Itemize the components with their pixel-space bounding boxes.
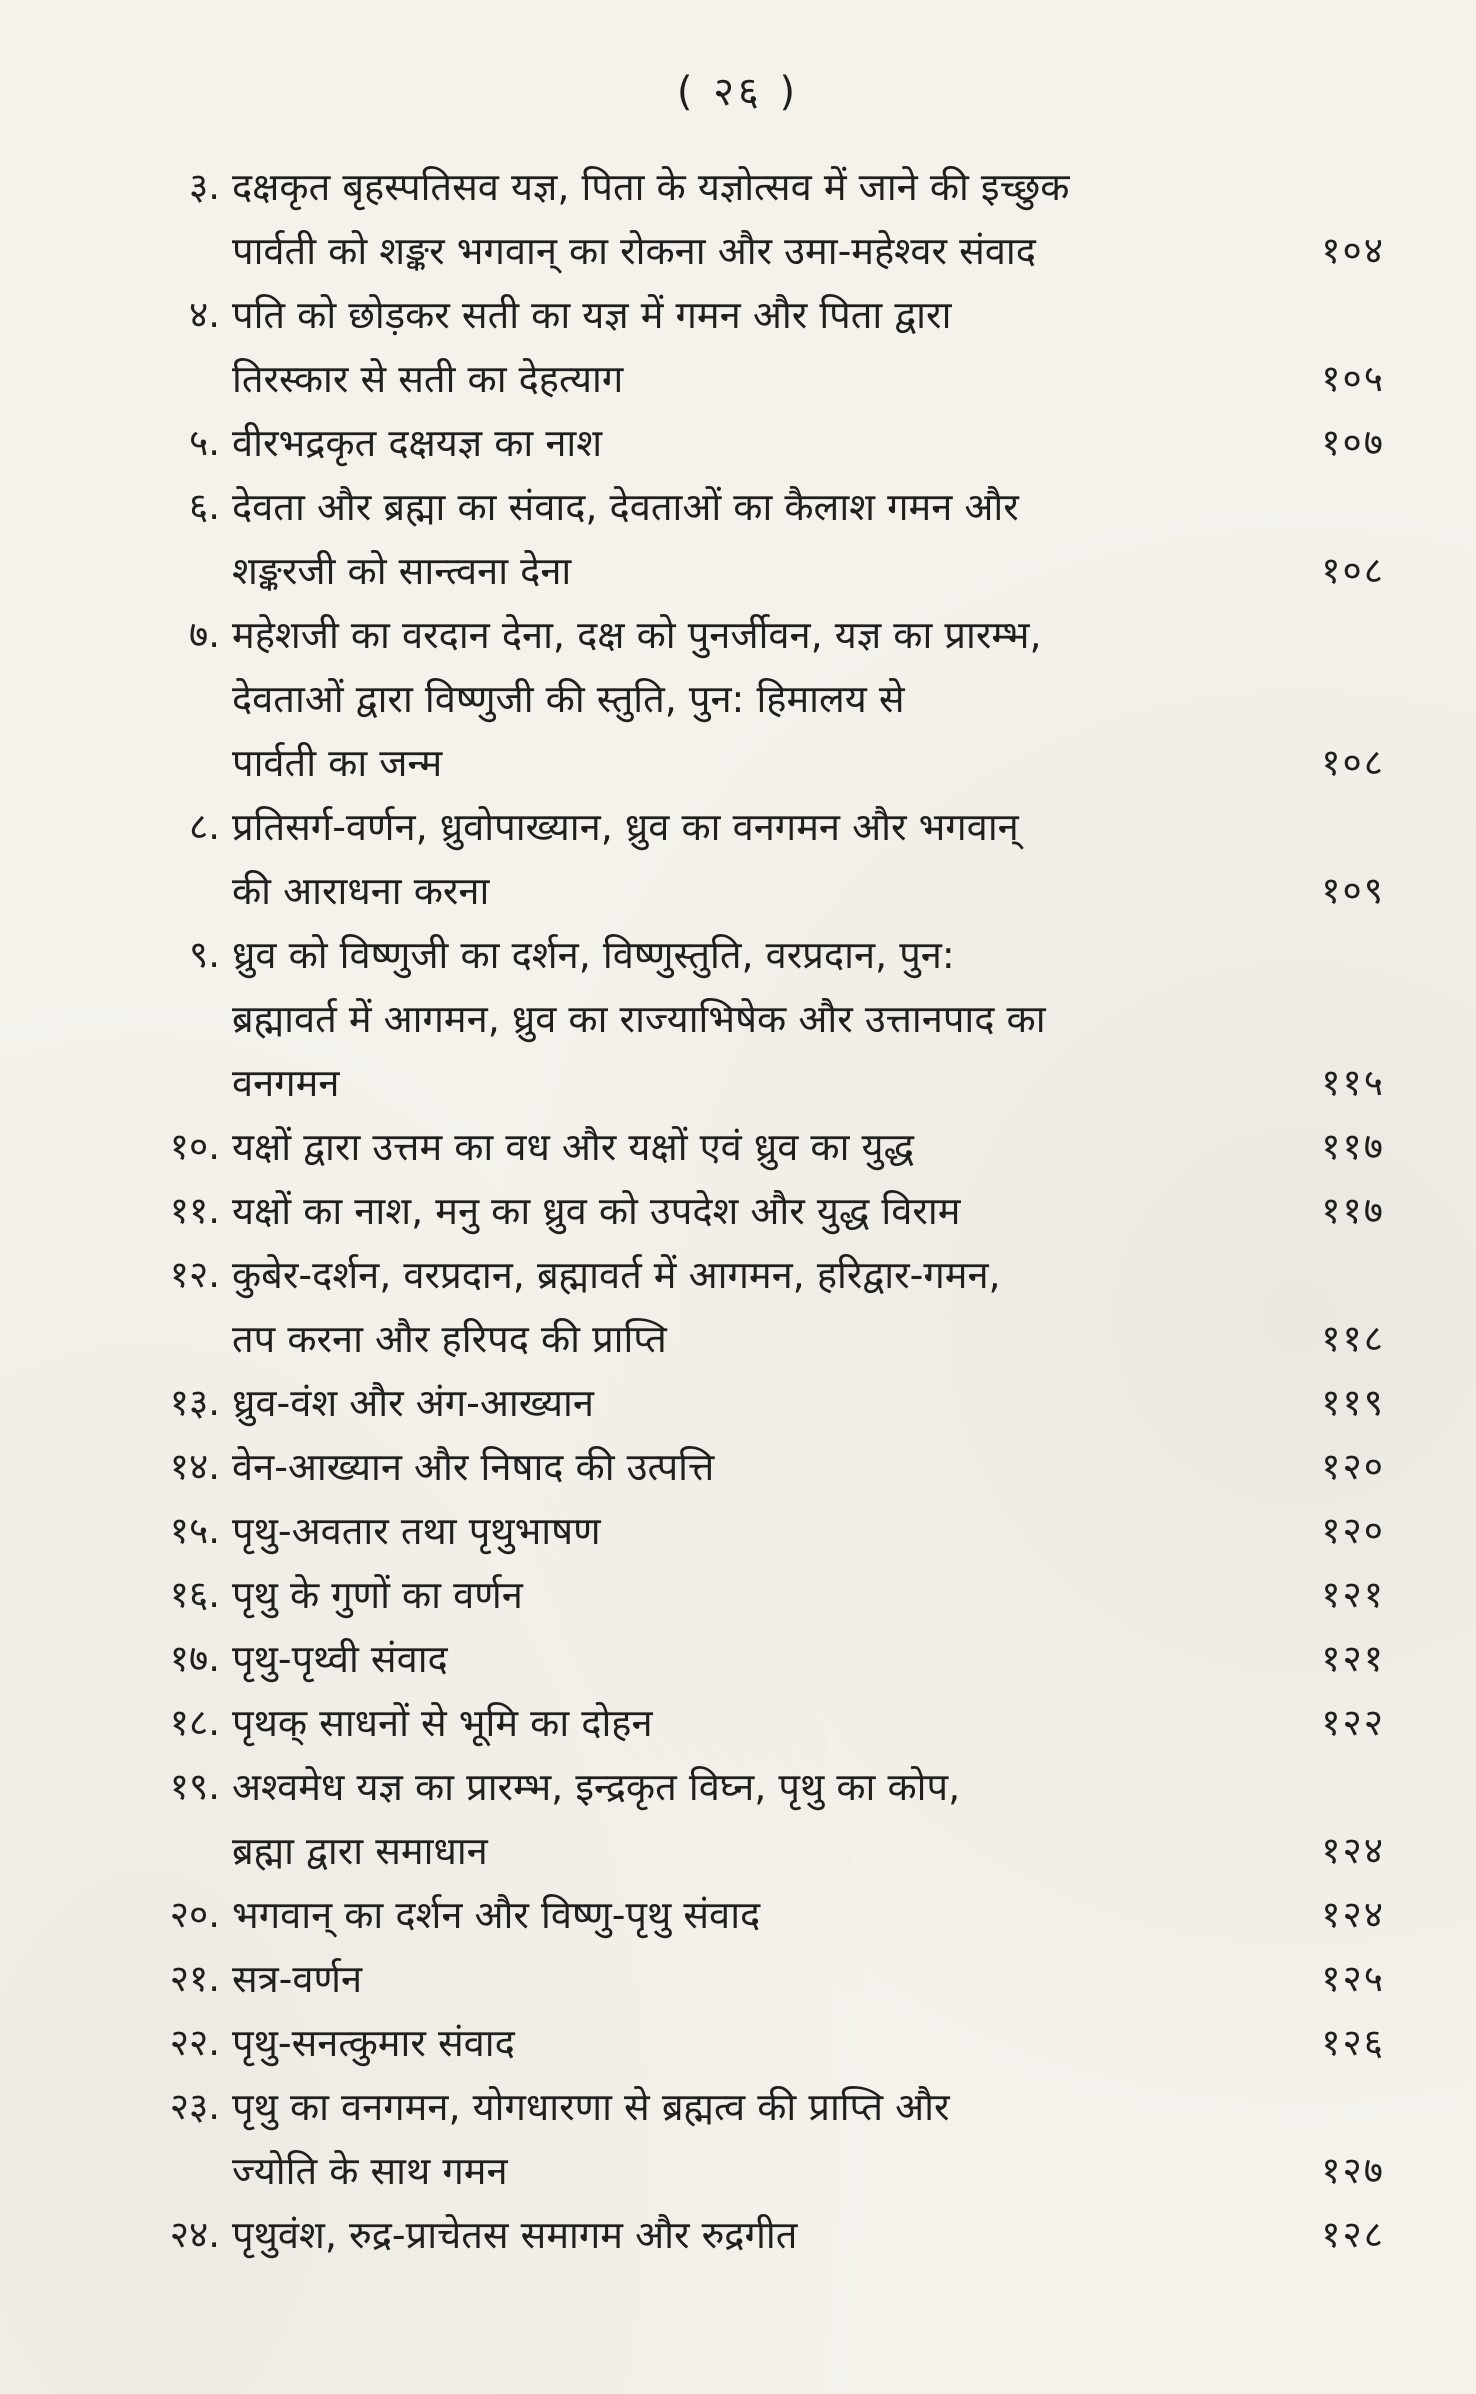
entry-page-number: ११५ xyxy=(1321,1061,1385,1104)
entry-title xyxy=(220,795,1385,923)
entry-title-line: की आराधना करना xyxy=(232,869,490,913)
entry-title xyxy=(220,1371,1385,1435)
entry-title xyxy=(220,2203,1385,2267)
entry-page-number: १२१ xyxy=(1321,1573,1385,1616)
entry-title xyxy=(220,1947,1385,2011)
toc-entry xyxy=(160,1563,1385,1627)
entry-title-line: भगवान् का दर्शन और विष्णु-पृथु संवाद xyxy=(232,1893,761,1937)
toc-entry xyxy=(160,1435,1385,1499)
entry-title-line: वनगमन xyxy=(232,1061,340,1105)
entry-title xyxy=(220,1179,1385,1243)
entry-title-line: ध्रुव को विष्णुजी का दर्शन, विष्णुस्तुति, वरप्रदान, पुन: xyxy=(232,933,955,977)
entry-title-line: देवता और ब्रह्मा का संवाद, देवताओं का कैलाश गमन और xyxy=(232,485,1019,529)
toc-entry xyxy=(160,283,1385,411)
entry-title-line: ब्रह्मावर्त में आगमन, ध्रुव का राज्याभिषेक और उत्तानपाद का xyxy=(232,997,1046,1041)
entry-title-line: पृथुवंश, रुद्र-प्राचेतस समागम और रुद्रगीत xyxy=(232,2213,798,2257)
entry-title xyxy=(220,1435,1385,1499)
entry-title-line: पार्वती का जन्म xyxy=(232,741,443,785)
entry-title-line: पृथु का वनगमन, योगधारणा से ब्रह्मत्व की प्राप्ति और xyxy=(232,2085,950,2129)
entry-title xyxy=(220,411,1385,475)
entry-title-line: यक्षों द्वारा उत्तम का वध और यक्षों एवं ध्रुव का युद्ध xyxy=(232,1125,914,1169)
entry-page-number: १२७ xyxy=(1321,2149,1385,2192)
entry-number: १८. xyxy=(169,1701,220,1744)
entry-title xyxy=(220,1627,1385,1691)
entry-title-line: सत्र-वर्णन xyxy=(232,1957,363,2001)
entry-page-number: १२४ xyxy=(1321,1829,1385,1872)
entry-number: ५. xyxy=(188,421,220,464)
entry-page-number: १२४ xyxy=(1321,1893,1385,1936)
toc-entry xyxy=(160,1755,1385,1883)
entry-page-number: १०९ xyxy=(1321,869,1385,912)
entry-number: ११. xyxy=(169,1189,220,1232)
entry-title xyxy=(220,283,1385,411)
entry-title-line: वीरभद्रकृत दक्षयज्ञ का नाश xyxy=(232,421,603,465)
entry-title-line: पृथु-सनत्कुमार संवाद xyxy=(232,2021,515,2065)
entry-title xyxy=(220,1243,1385,1371)
entry-title-line: पार्वती को शङ्कर भगवान् का रोकना और उमा-महेश्वर संवाद xyxy=(232,229,1036,273)
entry-title-line: दक्षकृत बृहस्पतिसव यज्ञ, पिता के यज्ञोत्सव में जाने की इच्छुक xyxy=(232,165,1070,209)
entry-page-number: ११८ xyxy=(1321,1317,1385,1360)
entry-page-number: ११७ xyxy=(1321,1189,1385,1232)
toc-entry xyxy=(160,1371,1385,1435)
entry-number: १९. xyxy=(169,1765,220,1808)
toc-entry xyxy=(160,1691,1385,1755)
entry-number: १०. xyxy=(169,1125,220,1168)
entry-page-number: १२० xyxy=(1321,1445,1385,1488)
entry-title xyxy=(220,1755,1385,1883)
entry-number: २३. xyxy=(169,2085,220,2128)
toc-entry xyxy=(160,1883,1385,1947)
page-number: ( २६ ) xyxy=(676,69,800,115)
toc-entry xyxy=(160,2203,1385,2267)
entry-title-line: प्रतिसर्ग-वर्णन, ध्रुवोपाख्यान, ध्रुव का वनगमन और भगवान् xyxy=(232,805,1019,849)
toc-entry xyxy=(160,155,1385,283)
entry-title xyxy=(220,923,1385,1115)
entry-title xyxy=(220,1115,1385,1179)
entry-title-line: पति को छोड़कर सती का यज्ञ में गमन और पिता द्वारा xyxy=(232,293,952,337)
entry-title-line: पृथु के गुणों का वर्णन xyxy=(232,1573,523,1617)
entry-title-line: वेन-आख्यान और निषाद की उत्पत्ति xyxy=(232,1445,715,1489)
entry-number: ८. xyxy=(188,805,220,848)
entry-number: २०. xyxy=(169,1893,220,1936)
entry-number: १२. xyxy=(169,1253,220,1296)
entry-page-number: १०८ xyxy=(1321,741,1385,784)
entry-number: २१. xyxy=(169,1957,220,2000)
toc-entry xyxy=(160,1115,1385,1179)
entry-page-number: ११७ xyxy=(1321,1125,1385,1168)
entry-number: १५. xyxy=(169,1509,220,1552)
entry-page-number: १२५ xyxy=(1321,1957,1385,2000)
toc-entry xyxy=(160,2011,1385,2075)
toc-entry xyxy=(160,1499,1385,1563)
entry-number: ३. xyxy=(188,165,220,208)
entry-title-line: ब्रह्मा द्वारा समाधान xyxy=(232,1829,488,1873)
entry-number: ६. xyxy=(188,485,220,528)
entry-title-line: महेशजी का वरदान देना, दक्ष को पुनर्जीवन, यज्ञ का प्रारम्भ, xyxy=(232,613,1042,657)
entry-title xyxy=(220,603,1385,795)
entry-title xyxy=(220,475,1385,603)
entry-title xyxy=(220,2075,1385,2203)
entry-title-line: अश्वमेध यज्ञ का प्रारम्भ, इन्द्रकृत विघ्न, पृथु का कोप, xyxy=(232,1765,961,1809)
toc-entry xyxy=(160,411,1385,475)
toc-entry xyxy=(160,923,1385,1115)
entry-title-line: देवताओं द्वारा विष्णुजी की स्तुति, पुन: हिमालय से xyxy=(232,677,905,721)
entry-title-line: कुबेर-दर्शन, वरप्रदान, ब्रह्मावर्त में आगमन, हरिद्वार-गमन, xyxy=(232,1253,1001,1297)
entry-title xyxy=(220,1499,1385,1563)
entry-title-line: तप करना और हरिपद की प्राप्ति xyxy=(232,1317,667,1361)
entry-title xyxy=(220,2011,1385,2075)
toc-entry xyxy=(160,2075,1385,2203)
entry-title xyxy=(220,155,1385,283)
entry-page-number: १०७ xyxy=(1321,421,1385,464)
entry-title-line: पृथु-पृथ्वी संवाद xyxy=(232,1637,448,1681)
toc-entry xyxy=(160,795,1385,923)
entry-title-line: पृथु-अवतार तथा पृथुभाषण xyxy=(232,1509,601,1553)
entry-title xyxy=(220,1883,1385,1947)
entry-number: २२. xyxy=(169,2021,220,2064)
entry-title-line: शङ्करजी को सान्त्वना देना xyxy=(232,549,572,593)
entry-page-number: १२८ xyxy=(1321,2213,1385,2256)
entry-number: १६. xyxy=(169,1573,220,1616)
entry-number: १३. xyxy=(169,1381,220,1424)
toc-entry xyxy=(160,603,1385,795)
entry-title-line: तिरस्कार से सती का देहत्याग xyxy=(232,357,624,401)
entry-number: ९. xyxy=(188,933,220,976)
toc-entry xyxy=(160,1947,1385,2011)
entry-number: १७. xyxy=(169,1637,220,1680)
entry-number: २४. xyxy=(169,2213,220,2256)
table-of-contents xyxy=(160,155,1385,2267)
toc-entry xyxy=(160,475,1385,603)
toc-entry xyxy=(160,1627,1385,1691)
entry-number: १४. xyxy=(169,1445,220,1488)
entry-page-number: १२२ xyxy=(1321,1701,1385,1744)
entry-page-number: १२१ xyxy=(1321,1637,1385,1680)
toc-entry xyxy=(160,1243,1385,1371)
entry-title-line: ज्योति के साथ गमन xyxy=(232,2149,508,2193)
entry-page-number: ११९ xyxy=(1321,1381,1385,1424)
entry-page-number: १२६ xyxy=(1321,2021,1385,2064)
entry-title-line: ध्रुव-वंश और अंग-आख्यान xyxy=(232,1381,594,1425)
entry-number: ७. xyxy=(188,613,220,656)
entry-title-line: यक्षों का नाश, मनु का ध्रुव को उपदेश और युद्ध विराम xyxy=(232,1189,961,1233)
entry-page-number: १२० xyxy=(1321,1509,1385,1552)
entry-page-number: १०५ xyxy=(1321,357,1385,400)
entry-title xyxy=(220,1691,1385,1755)
entry-title xyxy=(220,1563,1385,1627)
entry-page-number: १०८ xyxy=(1321,549,1385,592)
entry-page-number: १०४ xyxy=(1321,229,1385,272)
entry-number: ४. xyxy=(188,293,220,336)
toc-entry xyxy=(160,1179,1385,1243)
entry-title-line: पृथक् साधनों से भूमि का दोहन xyxy=(232,1701,653,1745)
